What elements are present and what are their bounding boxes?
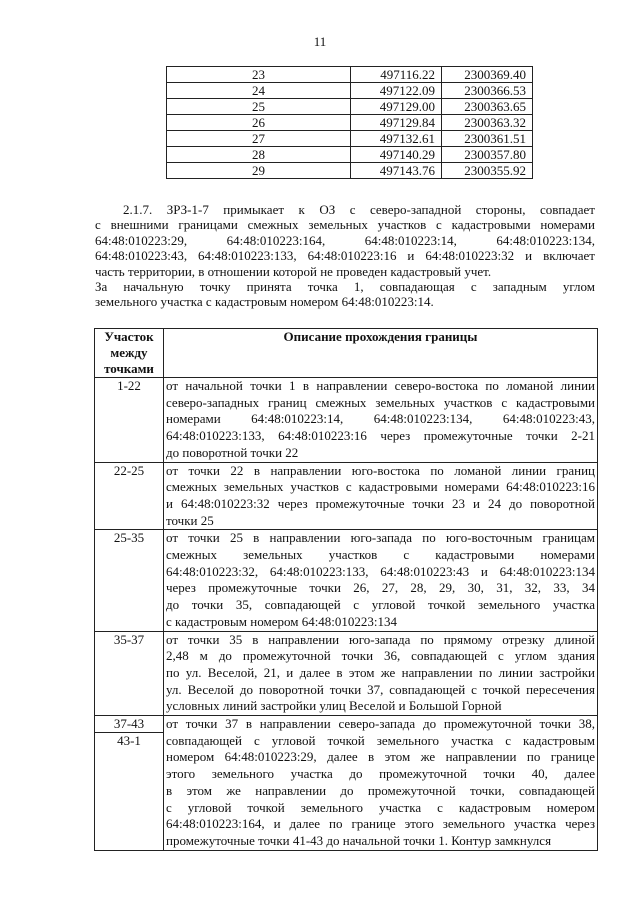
segment-description-cell — [164, 378, 598, 463]
header-description: Описание прохождения границы — [164, 329, 598, 378]
description-line: 2,48 м до промежуточной точки 36, совпадающей с углом здания — [166, 648, 595, 664]
paragraph-line: с внешними границами смежных земельных участков с кадастровыми номерами — [95, 217, 595, 233]
coord-point-number: 25 — [167, 99, 351, 115]
segment-points: 37-43 — [113, 716, 145, 732]
segment-row — [95, 631, 598, 716]
description-line: промежуточные точки 41-43 до начальной точки 1. Контур замкнулся — [166, 832, 552, 848]
segment-points: 35-37 — [113, 631, 145, 647]
segment-description-cell — [164, 462, 598, 530]
header-segment — [95, 329, 164, 378]
coord-x: 497129.84 — [351, 115, 442, 131]
coord-point-number: 29 — [167, 163, 351, 179]
paragraph-line: За начальную точку принята точка 1, совпадающая с западным углом — [95, 279, 595, 295]
segment-points-cell — [95, 716, 164, 851]
coord-row — [167, 99, 533, 115]
coordinates-table — [166, 66, 533, 179]
description-line: до поворотной точки 22 — [166, 444, 299, 460]
coord-y: 2300361.51 — [442, 131, 533, 147]
section-paragraph — [95, 202, 595, 310]
description-line: до точки 35, совпадающей с угловой точкой земельного участка — [166, 597, 595, 613]
coord-y: 2300369.40 — [442, 67, 533, 83]
description-line: от точки 25 в направлении юго-запада по юго-восточным границам — [166, 530, 595, 546]
coord-x: 497140.29 — [351, 147, 442, 163]
paragraph-line: 64:48:010223:29, 64:48:010223:164, 64:48:010223:14, 64:48:010223:134, — [95, 232, 595, 248]
segment-description-cell — [164, 530, 598, 631]
description-line: и 64:48:010223:32 через промежуточные точки 23 и 24 до поворотной — [166, 495, 595, 511]
coord-row — [167, 147, 533, 163]
paragraph-line: 2.1.7. ЗРЗ-1-7 примыкает к ОЗ с северо-западной стороны, совпадает — [123, 202, 595, 217]
description-line: северо-западных границ смежных земельных участков с кадастровыми — [166, 394, 595, 410]
boundary-segments-table — [94, 328, 598, 851]
description-line: совпадающей с угловой точкой земельного участка с кадастровым — [166, 732, 595, 748]
header-segment-line: Участок — [104, 329, 154, 344]
description-line: через промежуточные точки 26, 27, 28, 29, 30, 31, 32, 33, 34 — [166, 580, 595, 596]
description-line: смежных земельных участков с кадастровыми номерами 64:48:010223:16 — [166, 479, 595, 495]
segment-points: 43-1 — [95, 732, 163, 749]
coord-y: 2300355.92 — [442, 163, 533, 179]
description-line: от точки 22 в направлении юго-востока по ломаной линии границ — [166, 462, 595, 478]
coord-row — [167, 67, 533, 83]
coord-x: 497143.76 — [351, 163, 442, 179]
coord-row — [167, 163, 533, 179]
description-line: от точки 35 в направлении юго-запада по прямому отрезку длиной — [166, 631, 595, 647]
description-line: 64:48:010223:164, и далее по границе этого земельного участка через — [166, 816, 595, 832]
segment-points: 22-25 — [113, 462, 145, 478]
description-line: условных линий застройки улиц Веселой и Большой Горной — [166, 698, 502, 714]
description-line: от точки 37 в направлении северо-запада до промежуточной точки 38, — [166, 716, 595, 732]
description-line: в этом же направлении до промежуточной точки, совпадающей — [166, 782, 595, 798]
coord-y: 2300357.80 — [442, 147, 533, 163]
paragraph-line: земельного участка с кадастровым номером 64:48:010223:14. — [95, 294, 434, 310]
coord-row — [167, 131, 533, 147]
paragraph-line: часть территории, в отношении которой не проведен кадастровый учет. — [95, 263, 492, 279]
coord-row — [167, 83, 533, 99]
paragraph-line: 64:48:010223:43, 64:48:010223:133, 64:48:010223:16 и 64:48:010223:32 и включает — [95, 248, 595, 264]
description-line: этого земельного участка до промежуточной точки 40, далее — [166, 766, 595, 782]
description-line: смежных земельных участков с кадастровыми номерами — [166, 547, 595, 563]
description-line: от начальной точки 1 в направлении северо-востока по ломаной линии — [166, 378, 595, 393]
header-segment-line: между — [110, 345, 148, 360]
description-line: номерами 64:48:010223:14, 64:48:010223:134, 64:48:010223:43, — [166, 411, 595, 427]
segment-points: 25-35 — [113, 530, 145, 546]
header-segment-line: точками — [104, 361, 154, 376]
coord-x: 497122.09 — [351, 83, 442, 99]
coord-x: 497132.61 — [351, 131, 442, 147]
segment-points-cell — [95, 530, 164, 631]
description-line: 64:48:010223:133, 64:48:010223:16 через промежуточные точки 2-21 — [166, 428, 595, 444]
coord-y: 2300363.32 — [442, 115, 533, 131]
coord-point-number: 28 — [167, 147, 351, 163]
segment-row — [95, 530, 598, 631]
description-line: 64:48:010223:32, 64:48:010223:133, 64:48:010223:43 и 64:48:010223:134 — [166, 563, 595, 579]
coord-point-number: 27 — [167, 131, 351, 147]
segment-description-cell — [164, 716, 598, 851]
coord-row — [167, 115, 533, 131]
description-line: номером 64:48:010223:29, далее в этом же направлении по границе — [166, 749, 595, 765]
coord-point-number: 23 — [167, 67, 351, 83]
description-line: ул. Веселой до поворотной точки 37, совпадающей с точкой пересечения — [166, 681, 595, 697]
description-line: с кадастровым номером 64:48:010223:134 — [166, 613, 398, 629]
segment-row — [95, 462, 598, 530]
coord-x: 497116.22 — [351, 67, 442, 83]
segment-row — [95, 378, 598, 463]
coord-point-number: 26 — [167, 115, 351, 131]
page-number: 11 — [313, 34, 327, 49]
segment-points-cell — [95, 631, 164, 716]
coord-y: 2300366.53 — [442, 83, 533, 99]
description-line: точки 25 — [166, 512, 214, 528]
coord-y: 2300363.65 — [442, 99, 533, 115]
segment-description-cell — [164, 631, 598, 716]
segment-row — [95, 716, 598, 851]
description-line: по ул. Веселой, 21, и далее в этом же направлении по линии застройки — [166, 664, 595, 680]
segment-points-cell — [95, 378, 164, 463]
coord-x: 497129.00 — [351, 99, 442, 115]
segment-points: 1-22 — [117, 378, 141, 393]
description-line: с угловой точкой земельного участка с кадастровым номером — [166, 799, 595, 815]
coord-point-number: 24 — [167, 83, 351, 99]
segment-points-cell — [95, 462, 164, 530]
